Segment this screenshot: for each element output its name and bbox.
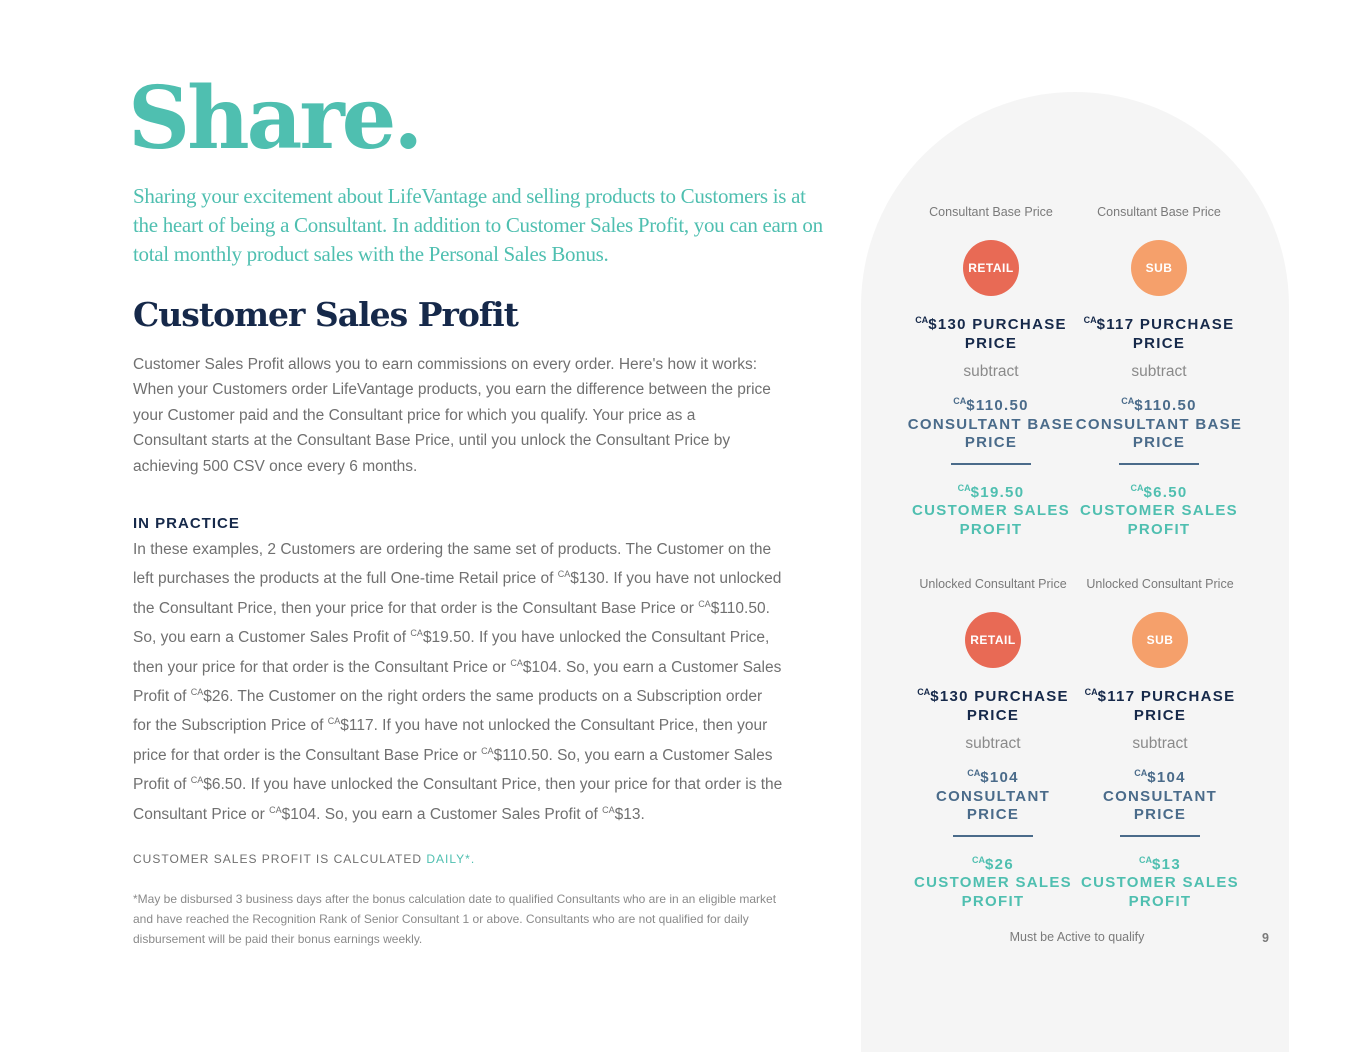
divider (953, 835, 1033, 837)
active-qualification-note: Must be Active to qualify (1009, 930, 1145, 944)
customer-sales-profit: $^{CA}$\$13 CUSTOMER SALES PROFIT (1081, 854, 1239, 910)
purchase-price: $^{CA}$\$117 PURCHASE PRICE (1083, 315, 1235, 352)
customer-sales-profit: $^{CA}$\$26 CUSTOMER SALES PROFIT (914, 854, 1072, 910)
consultant-price: $^{CA}$\$104 CONSULTANT PRICE (1102, 768, 1218, 823)
divider (1120, 835, 1200, 837)
section-body: Customer Sales Profit allows you to earn commissions on every order. Here's how it works: When your Customers order LifeVantage products, you earn the difference between the price your Customer paid and the Consultant price for which you qualify. Your price as a Consultant starts at the Consultant Base Price, until you unlock the Consultant Price by achieving 500 CSV once every 6 months. (133, 356, 771, 475)
footnote: *May be disbursed 3 business days after the bonus calculation date to qualified Consultants who are in an eligible market and have reached the Recognition Rank of Senior Consultant 1 or above. Consultants who are not qualified for daily disbursement will be paid their bonus earnings weekly. (133, 892, 777, 946)
example-base-retail (906, 204, 1076, 539)
subtract-label: subtract (1131, 363, 1187, 380)
consultant-price: $^{CA}$\$110.50 CONSULTANT BASE PRICE (907, 396, 1075, 451)
purchase-price: $^{CA}$\$117 PURCHASE PRICE (1084, 687, 1236, 724)
subtract-label: subtract (963, 363, 1019, 380)
example-label: Consultant Base Price (1097, 205, 1221, 219)
intro-paragraph: Sharing your excitement about LifeVantage and selling products to Customers is at the heart of being a Consultant. In addition to Customer Sales Profit, you can earn on total monthly product sales with the Personal Sales Bonus. (133, 184, 823, 266)
example-label: Consultant Base Price (929, 205, 1053, 219)
divider (1119, 463, 1199, 465)
daily-calculation-note: CUSTOMER SALES PROFIT IS CALCULATED DAILY*. (133, 852, 476, 866)
practice-body: In these examples, 2 Customers are ordering the same set of products. The Customer on the left purchases the products at the full One-time Retail price of $^{CA}$\$130. If you have not unlocked the Consultant Price, then your price for that order is the Consultant Base Price or $^{CA}$\$110.50. So, you earn a Customer Sales Profit of $^{CA}$\$19.50. If you have unlocked the Consultant Price, then your price for that order is the Consultant Price or $^{CA}$\$104. So, you earn a Customer Sales Profit of $^{CA}$\$26. The Customer on the right orders the same products on a Subscription order for the Subscription Price of $^{CA}$\$117. If you have not unlocked the Consultant Price, then your price for that order is the Consultant Base Price or $^{CA}$\$110.50. So, you earn a Customer Sales Profit of $^{CA}$\$6.50. If you have unlocked the Consultant Price, then your price for that order is the Consultant Price or $^{CA}$\$104. So, you earn a Customer Sales Profit of $^{CA}$\$13. (133, 541, 783, 823)
divider (951, 463, 1031, 465)
consultant-price: $^{CA}$\$104 CONSULTANT PRICE (935, 768, 1051, 823)
practice-heading: IN PRACTICE (133, 515, 240, 532)
example-base-sub (1074, 204, 1244, 539)
example-label: Unlocked Consultant Price (919, 577, 1067, 591)
daily-highlight: DAILY*. (426, 852, 476, 866)
consultant-price: $^{CA}$\$110.50 CONSULTANT BASE PRICE (1075, 396, 1243, 451)
retail-badge: RETAIL (963, 240, 1019, 296)
section-heading: Customer Sales Profit (133, 295, 518, 334)
example-unlocked-sub (1075, 576, 1245, 911)
subtract-label: subtract (1132, 735, 1188, 752)
subtract-label: subtract (965, 735, 1021, 752)
page-title: Share. (128, 68, 421, 169)
customer-sales-profit: $^{CA}$\$6.50 CUSTOMER SALES PROFIT (1080, 482, 1238, 538)
purchase-price: $^{CA}$\$130 PURCHASE PRICE (915, 315, 1067, 352)
purchase-price: $^{CA}$\$130 PURCHASE PRICE (917, 687, 1069, 724)
customer-sales-profit: $^{CA}$\$19.50 CUSTOMER SALES PROFIT (912, 482, 1070, 538)
example-unlocked-retail (908, 576, 1078, 911)
page-number: 9 (1262, 931, 1269, 945)
sub-badge: SUB (1131, 240, 1187, 296)
retail-badge: RETAIL (965, 612, 1021, 668)
example-label: Unlocked Consultant Price (1086, 577, 1234, 591)
sub-badge: SUB (1132, 612, 1188, 668)
